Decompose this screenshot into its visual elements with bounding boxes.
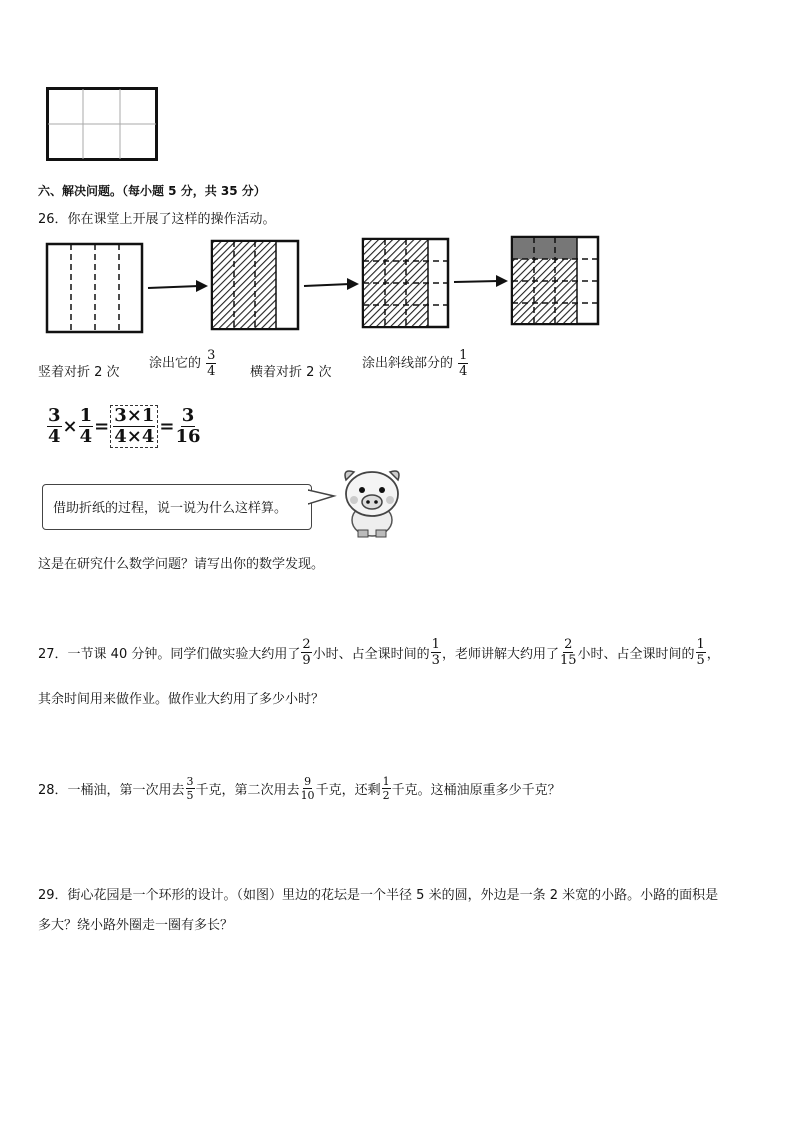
q27-text-2: 小时、占全课时间的 (312, 647, 430, 662)
fraction-2-15 (560, 638, 577, 667)
q28-text-4: 千克。这桶油原重多少千克？ (391, 783, 561, 798)
denominator: 3 (431, 653, 440, 668)
denominator: 4 (459, 364, 468, 379)
q27-text-4: 小时、占全课时间的 (577, 647, 695, 662)
speech-bubble-tail (308, 486, 338, 508)
denominator: 16 (175, 426, 201, 447)
pig-mascot-icon (336, 466, 408, 538)
denominator: 4 (207, 364, 216, 379)
q27-text-1: 27．一节课 40 分钟。同学们做实验大约用了 (38, 647, 301, 662)
boxed-fraction (110, 405, 158, 448)
fraction-1-2 (382, 776, 391, 801)
grid-figure (46, 87, 158, 161)
equals-sign-1: = (94, 416, 110, 437)
numerator: 3 (207, 348, 216, 363)
fraction-equation (46, 405, 202, 448)
denominator: 4 (79, 426, 93, 447)
denominator: 10 (300, 789, 315, 802)
arrow-1 (148, 280, 208, 292)
q26-intro: 26．你在课堂上开展了这样的操作活动。 (38, 212, 276, 227)
fraction-result (175, 407, 200, 446)
numerator: 3 (48, 405, 61, 426)
numerator: 1 (79, 405, 93, 426)
q28-text-2: 千克，第二次用去 (195, 783, 300, 798)
fold-panel-1 (47, 244, 142, 332)
numerator: 9 (304, 775, 312, 788)
q28-text-1: 28．一桶油，第一次用去 (38, 783, 185, 798)
numerator: 3 (181, 405, 195, 426)
denominator: 5 (186, 789, 194, 802)
speech-bubble-text: 借助折纸的过程，说一说为什么这样算。 (53, 501, 288, 516)
numerator: 2 (302, 637, 311, 652)
q29-line2: 多大？绕小路外圈走一圈有多长？ (38, 918, 234, 933)
caption-step4-text: 涂出斜线部分的 (362, 356, 454, 371)
caption-step2 (149, 349, 217, 378)
numerator: 3 (186, 775, 194, 788)
q26-question: 这是在研究什么数学问题？请写出你的数学发现。 (38, 557, 325, 572)
fraction-factor-2 (79, 407, 94, 446)
numerator: 1 (696, 637, 705, 652)
caption-step4 (362, 349, 469, 378)
folding-diagram (44, 234, 604, 338)
caption-step2-text: 涂出它的 (149, 356, 202, 371)
fraction-1-4 (458, 349, 468, 378)
q27-line1 (38, 638, 720, 667)
fraction-2-9 (301, 638, 311, 667)
denominator: 2 (382, 789, 390, 802)
numerator: 3×1 (114, 405, 155, 426)
caption-step3: 横着对折 2 次 (250, 365, 332, 380)
fraction-1-3 (431, 638, 441, 667)
equals-sign-2: = (159, 416, 175, 437)
fold-panel-3 (363, 239, 448, 327)
fraction-9-10 (301, 776, 315, 801)
numerator: 1 (382, 775, 390, 788)
fraction-3-5 (186, 776, 195, 801)
q27-text-3: ，老师讲解大约用了 (441, 647, 559, 662)
caption-step1: 竖着对折 2 次 (38, 365, 120, 380)
fold-panel-4 (512, 237, 598, 324)
fraction-3-4 (206, 349, 216, 378)
q27-text-5: ， (706, 647, 720, 662)
denominator: 5 (696, 653, 705, 668)
q28-line (38, 776, 561, 801)
arrow-2 (304, 278, 359, 290)
numerator: 1 (431, 637, 440, 652)
section-title: 六、解决问题。（每小题 5 分，共 35 分） (38, 184, 266, 198)
denominator: 9 (302, 653, 311, 668)
numerator: 1 (459, 348, 468, 363)
denominator: 4×4 (114, 426, 155, 447)
numerator: 2 (564, 637, 573, 652)
fraction-factor-1 (47, 407, 62, 446)
arrow-3 (454, 275, 508, 287)
denominator: 15 (559, 653, 577, 668)
q27-line2: 其余时间用来做作业。做作业大约用了多少小时？ (38, 692, 325, 707)
fraction-1-5 (696, 638, 706, 667)
q29-line1: 29．街心花园是一个环形的设计。（如图）里边的花坛是一个半径 5 米的圆，外边是一条 2 米宽的小路。小路的面积是 (38, 888, 719, 903)
fold-panel-2 (212, 241, 298, 329)
denominator: 4 (48, 426, 61, 447)
times-sign: × (62, 416, 78, 437)
q28-text-3: 千克，还剩 (315, 783, 381, 798)
